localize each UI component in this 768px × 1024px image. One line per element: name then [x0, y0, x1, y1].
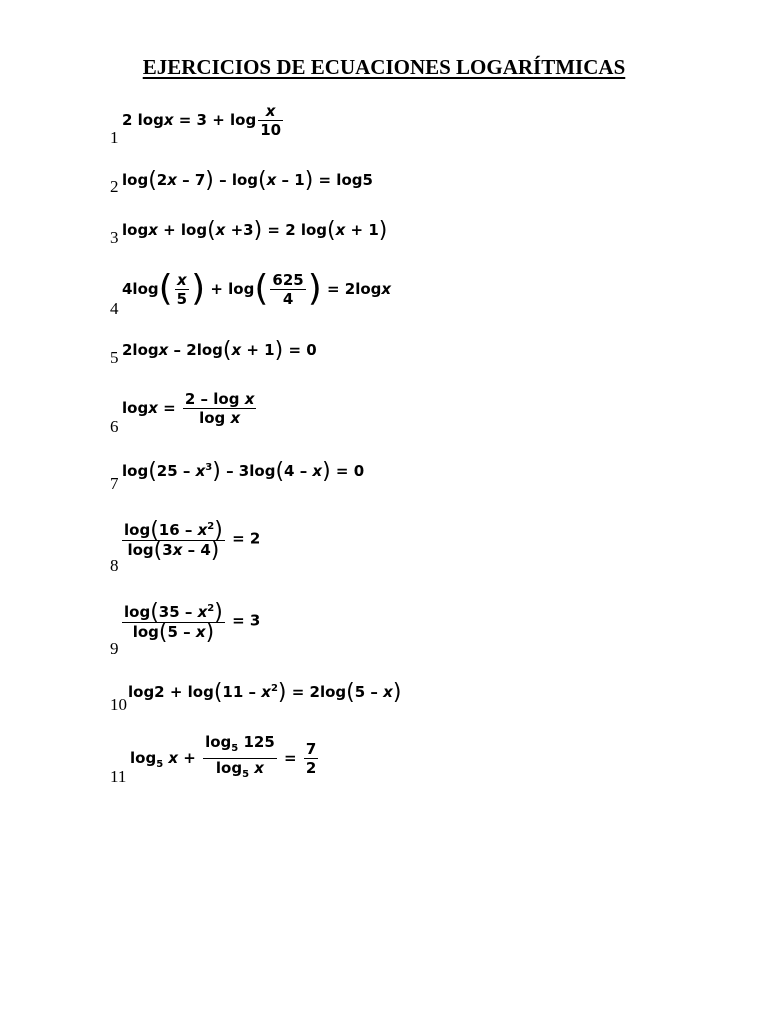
- exercise-number: 7: [110, 474, 119, 493]
- page-title: EJERCICIOS DE ECUACIONES LOGARÍTMICAS: [142, 55, 626, 79]
- exercise-equation: $\log(25 - x^3) - 3\log(4 - x) = 0$: [122, 459, 365, 484]
- exercise-equation: $\frac{\log(16 - x^2)}{\log(3x - 4)}$ = 2: [124, 518, 261, 563]
- exercise-number: 4: [110, 299, 119, 318]
- exercise-number: 1: [110, 128, 119, 147]
- exercise-number: 11: [110, 767, 127, 786]
- exercise-equation: log(2x – 7) – log(x – 1) = log5: [122, 168, 373, 193]
- exercise-number: 3: [110, 228, 119, 247]
- exercise-equation: 2 logx = 3 + log $\frac{x}{10}$: [122, 102, 282, 139]
- exercise-equation: 2logx – 2log(x + 1) = 0: [122, 338, 317, 363]
- exercise-number: 5: [110, 348, 119, 367]
- exercise-equation: logx + log(x +3) = 2 log(x + 1): [122, 218, 388, 243]
- exercise-equation: $\frac{\log(35 - x^2)}{\log(5 - x)}$ = 3: [124, 600, 261, 645]
- exercise-number: 6: [110, 417, 119, 436]
- exercise-equation: logx = $\frac{\text{2 – log x}}{\text{log x}}$: [122, 390, 255, 427]
- exercise-equation: $\log_5 x$ + $\frac{\log_5 125}{\log_5 x}$ = $\frac{7}{2}$: [130, 733, 317, 780]
- exercise-equation: 4log( $\frac{x}{5}$ ) + log( $\frac{625}{4}$ ) = 2logx: [122, 268, 392, 309]
- exercise-number: 2: [110, 177, 119, 196]
- exercise-number: 9: [110, 639, 119, 658]
- exercise-number: 8: [110, 556, 119, 575]
- exercise-number: 10: [110, 695, 127, 714]
- exercise-equation: $\log 2 + \log(11 - x^2) = 2\log(5 - x)$: [128, 680, 402, 705]
